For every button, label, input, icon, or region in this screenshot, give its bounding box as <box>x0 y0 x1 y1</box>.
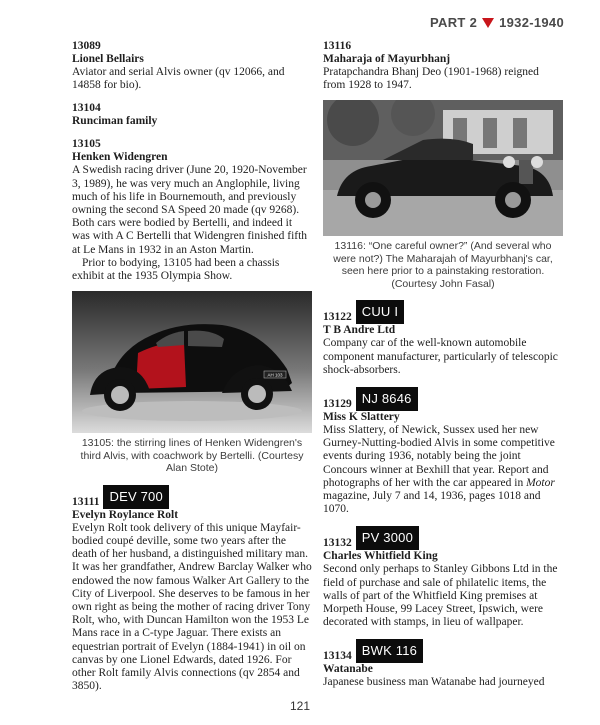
entry-13111 <box>72 485 312 694</box>
paragraph: A Swedish racing driver (June 20, 1920-November 3, 1989), he was very much an Anglophile, living much of his life in Bournemouth, and previously owning the second SA Speed 20 made (qv 9268). Both cars were bodied by Bertelli, and indeed it was with A C Bertelli that Widengren finished fifth at Le Mans in 1932 in an Aston Martin. <box>72 164 308 256</box>
registration-plate: BWK 116 <box>356 639 423 663</box>
entry-text <box>323 424 563 516</box>
running-header <box>430 15 564 30</box>
entry-13116 <box>323 40 563 92</box>
year-range: 1932-1940 <box>499 15 564 30</box>
registration-plate: PV 3000 <box>356 526 419 550</box>
entry-owner: Lionel Bellairs <box>72 53 144 65</box>
entry-number: 13111 <box>72 495 100 508</box>
registration-plate: NJ 8646 <box>356 387 418 411</box>
entry-number: 13089 <box>72 40 101 52</box>
entry-owner: Charles Whitfield King <box>323 550 438 563</box>
entry-owner: Henken Widengren <box>72 151 168 164</box>
right-column <box>323 40 563 700</box>
entry-text: Company car of the well-known automobile component manufacturer, particularly of telescopic shock-absorbers. <box>323 337 558 376</box>
entry-13134 <box>323 639 563 689</box>
registration-plate: CUU I <box>356 300 404 324</box>
entry-text: Japanese business man Watanabe had journeyed <box>323 676 545 689</box>
entry-owner: Runciman family <box>72 115 158 128</box>
entry-number: 13116 <box>323 40 352 52</box>
entry-owner: T B Andre Ltd <box>323 324 396 337</box>
entry-13132 <box>323 526 563 629</box>
caption-13105: 13105: the stirring lines of Henken Widengren's third Alvis, with coachwork by Bertelli. (Courtesy Alan Stote) <box>80 437 304 475</box>
entry-number: 13122 <box>323 311 352 324</box>
entry-text <box>72 164 312 283</box>
entry-owner: Evelyn Roylance Rolt <box>72 508 179 521</box>
entry-text: Aviator and serial Alvis owner (qv 12066, and 14858 for bio). <box>72 66 285 92</box>
caption-13116: 13116: “One careful owner?” (And several who were not?) The Maharajah of Mayurbhanj's car, seen here prior to a painstaking restoration. (Courtesy John Fasal) <box>333 240 553 290</box>
entry-number: 13132 <box>323 537 352 550</box>
entry-13122 <box>323 300 563 377</box>
entry-text: Evelyn Rolt took delivery of this unique Mayfair-bodied coupé deville, some two years after the death of her husband, a distinguished military man. It was her grandfather, Andrew Barclay Walker who endowed the now famous Walker Art Gallery to the City of Liverpool. She deserves to be famous in her own right as being the mother of racing driver Tony Rolt, who, with Duncan Hamilton won the 1953 Le Mans race in a C-type Jaguar. There exists an equestrian portrait of Evelyn (1884-1941) in oil on canvas by one Lionel Edwards, dated 1926. For other Rolt family Alvis connections (qv 2854 and 3850). <box>72 521 312 693</box>
entry-number: 13134 <box>323 650 352 663</box>
entry-owner: Watanabe <box>323 663 373 676</box>
entry-owner: Miss K Slattery <box>323 411 400 424</box>
entry-number: 13105 <box>72 138 101 151</box>
left-column <box>72 40 312 703</box>
page-number: 121 <box>289 699 311 713</box>
registration-plate: DEV 700 <box>103 485 168 509</box>
photo-13105-black-red-coupe <box>72 291 312 433</box>
text-part: magazine, July 7 and 14, 1936, pages 1018 and 1070. <box>323 490 541 516</box>
entry-13089 <box>72 40 312 92</box>
entry-number: 13129 <box>323 398 352 411</box>
entry-13105 <box>72 138 312 283</box>
photo-plate-text: AH 103 <box>267 372 283 378</box>
entry-owner: Maharaja of Mayurbhanj <box>323 53 451 65</box>
entry-text: Pratapchandra Bhanj Deo (1901-1968) reigned from 1928 to 1947. <box>323 66 539 92</box>
entry-text: Second only perhaps to Stanley Gibbons Ltd in the field of purchase and sale of philatelic items, the walls of part of the Whitfield King premises at Morpeth House, 99 Lacey Street, Ipswich, were decorated with stamps, in lieu of wallpaper. <box>323 563 558 629</box>
entry-13129 <box>323 387 563 516</box>
photo-13116-open-tourer <box>323 100 563 236</box>
red-triangle-icon <box>482 18 494 28</box>
paragraph: Prior to bodying, 13105 had been a chassis exhibit at the 1935 Olympia Show. <box>72 256 280 283</box>
text-part: Miss Slattery, of Newick, Sussex used her new Gurney-Nutting-bodied Alvis in some competitive events during 1936, notably being the joint Concours winner at Bexhill that year. Report and photographs of her with the car appeared in <box>323 424 555 489</box>
entry-13104 <box>72 102 312 128</box>
entry-number: 13104 <box>72 102 101 115</box>
magazine-title: Motor <box>526 476 555 489</box>
part-label: PART 2 <box>430 15 478 30</box>
